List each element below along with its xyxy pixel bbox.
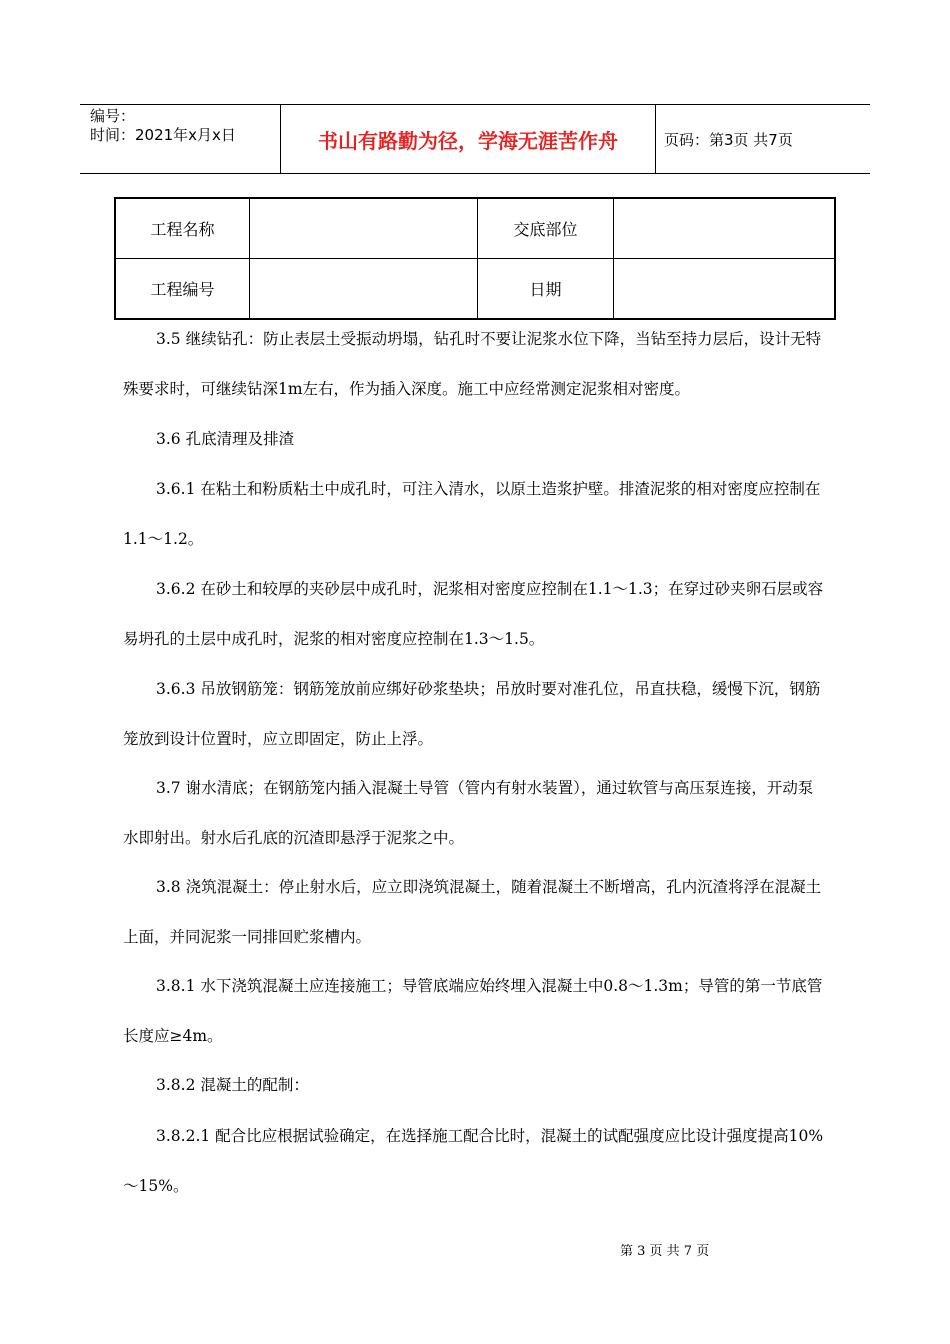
date-value [614, 259, 836, 320]
page-header [80, 104, 870, 174]
paragraph: 3.8.2 混凝土的配制： [156, 1076, 309, 1094]
table-row [115, 259, 835, 320]
disclosure-part-label: 交底部位 [478, 198, 614, 259]
project-name-value [250, 198, 478, 259]
paragraph: 3.8.1 水下浇筑混凝土应连接施工；导管底端应始终埋入混凝土中0.8～1.3m；导管的第一节底管长度应≥4m。 [123, 977, 823, 1045]
paragraph: 3.6.3 吊放钢筋笼：钢筋笼放前应绑好砂浆垫块；吊放时要对准孔位，吊直扶稳，缓慢下沉，钢筋笼放到设计位置时，应立即固定，防止上浮。 [123, 680, 821, 748]
table-row [115, 198, 835, 259]
header-meta [80, 105, 280, 173]
header-page-info: 页码：第3页 共7页 [664, 130, 793, 149]
project-number-value [250, 259, 478, 320]
footer-page-number: 第 3 页 共 7 页 [620, 1244, 710, 1259]
paragraph: 3.8 浇筑混凝土：停止射水后，应立即浇筑混凝土，随着混凝土不断增高，孔内沉渣将浮在混凝土上面，并同泥浆一同排回贮浆槽内。 [123, 878, 822, 946]
paragraph: 3.6 孔底清理及排渣 [156, 430, 295, 448]
paragraph: 3.7 谢水清底；在钢筋笼内插入混凝土导管（管内有射水装置），通过软管与高压泵连接，开动泵水即射出。射水后孔底的沉渣即悬浮于泥浆之中。 [123, 779, 814, 847]
date-label: 日期 [478, 259, 614, 320]
header-motto: 书山有路勤为径，学海无涯苦作舟 [280, 105, 656, 173]
document-time-label: 时间：2021年x月x日 [90, 126, 236, 144]
paragraph: 3.6.2 在砂土和较厚的夹砂层中成孔时，泥浆相对密度应控制在1.1～1.3；在穿过砂夹卵石层或容易坍孔的土层中成孔时，泥浆的相对密度应控制在1.3～1.5。 [123, 580, 824, 648]
paragraph: 3.5 继续钻孔：防止表层土受振动坍塌，钻孔时不要让泥浆水位下降，当钻至持力层后，设计无特殊要求时，可继续钻深1m左右，作为插入深度。施工中应经常测定泥浆相对密度。 [123, 330, 822, 398]
project-info-table [114, 197, 836, 320]
project-name-label: 工程名称 [115, 198, 250, 259]
project-number-label: 工程编号 [115, 259, 250, 320]
paragraph: 3.6.1 在粘土和粉质粘土中成孔时，可注入清水，以原土造浆护壁。排渣泥浆的相对密度应控制在1.1～1.2。 [123, 480, 821, 548]
disclosure-part-value [614, 198, 836, 259]
paragraph: 3.8.2.1 配合比应根据试验确定，在选择施工配合比时，混凝土的试配强度应比设计强度提高10%～15%。 [123, 1127, 824, 1195]
document-number-label: 编号： [90, 107, 136, 125]
